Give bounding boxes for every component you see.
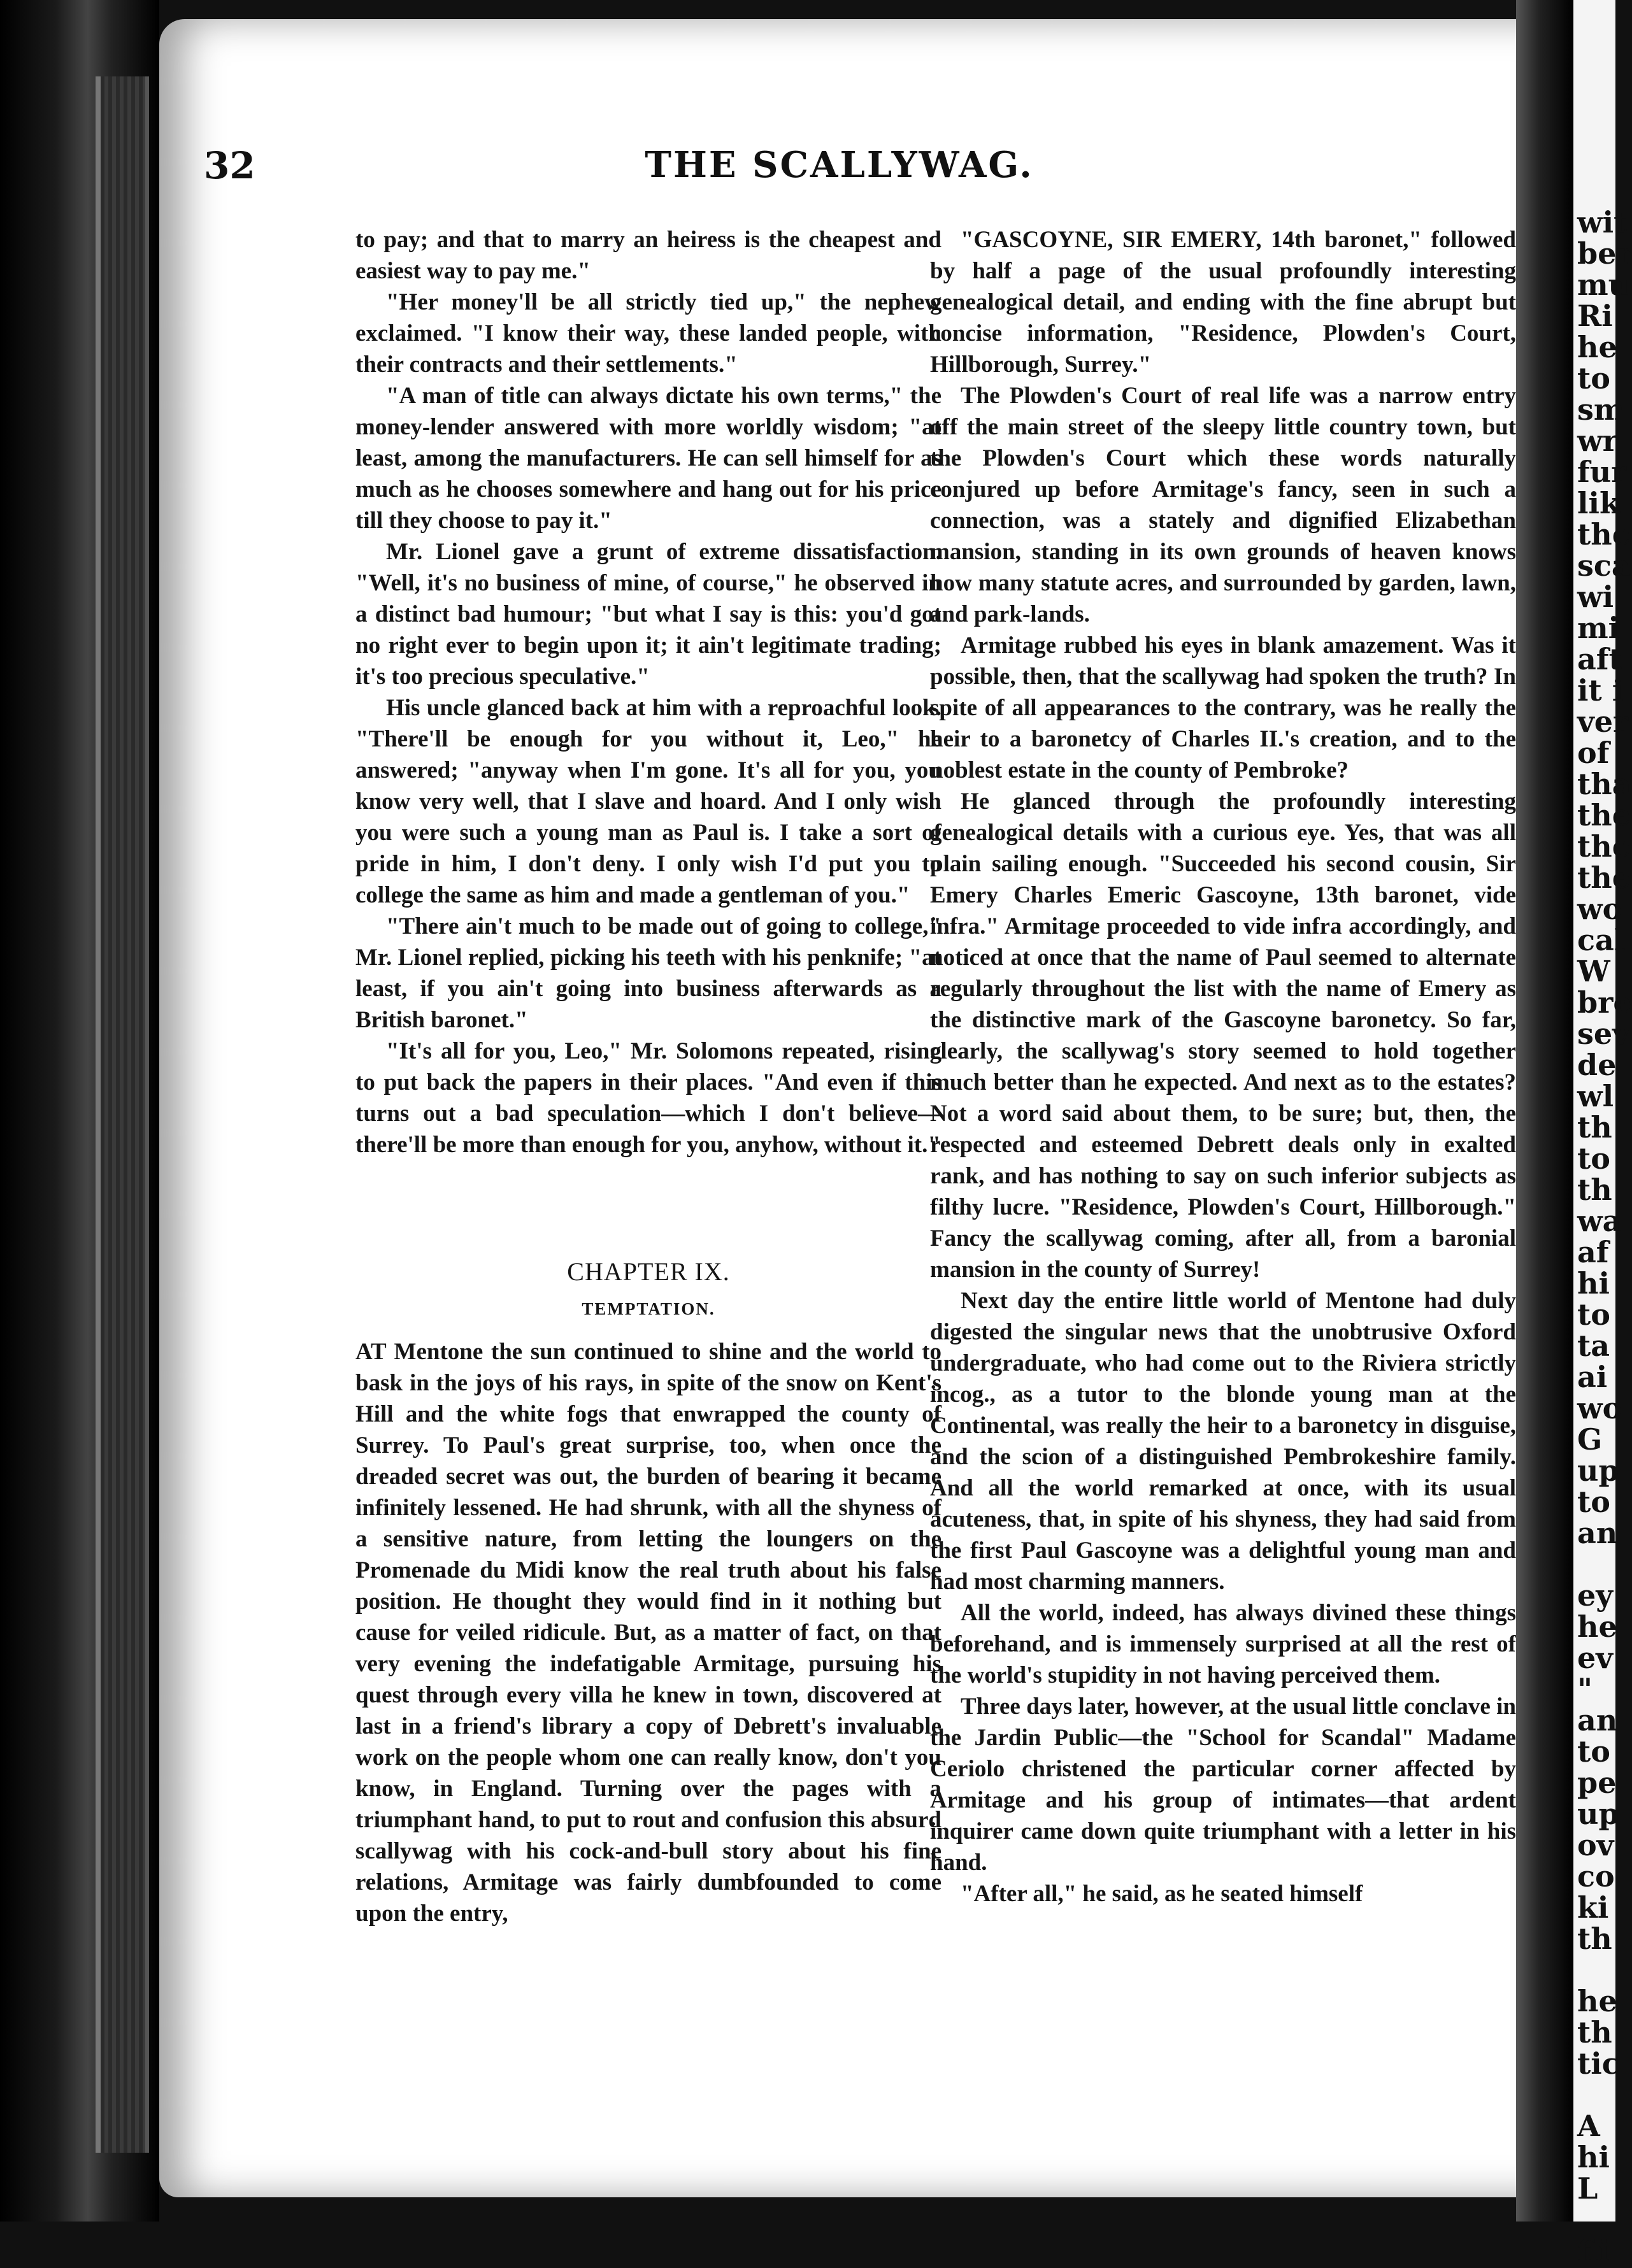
next-page-fragment: G [1577, 1422, 1603, 1457]
next-page-fragment: W [1577, 954, 1610, 988]
next-page-fragment [1573, 1549, 1615, 1580]
chapter-title: CHAPTER IX. [567, 1257, 730, 1286]
chapter-subtitle: TEMPTATION. [582, 1299, 715, 1318]
right-paragraph-6: All the world, indeed, has always divined these things beforehand, and is immensely surprised at all the rest of the world's stupidity in not having perceived them. [930, 1600, 1516, 1688]
next-page-fragment: " [1577, 1672, 1593, 1706]
next-page-fragment: he [1577, 1984, 1617, 2018]
next-page-fragment: wi [1577, 580, 1614, 614]
right-paragraph-4: He glanced through the profoundly interesting genealogical details with a curious eye. Yes, that was all plain sailing enough. "Succeeded his second cousin, Sir Emery Charles Emeric Gascoyne, 13th baronet, vide infra." Armitage proceeded to vide infra accordingly, and noticed at once that the name of Paul seemed to alternate regularly throughout the list with the name of Emery as the distinctive mark of the Gascoyne baronetcy. So far, clearly, the scallywag's story seemed to hold together much better than he expected. And next as to the estates? Not a word said about them, to be sure; but, then, the respected and esteemed Debrett deals only in exalted rank, and has nothing to say on such inferior subjects as filthy lucre. "Residence, Plowden's Court, Hillborough." Fancy the scallywag coming, after all, from a baronial mansion in the county of Surrey! [930, 788, 1516, 1283]
next-page-fragment: fii [1577, 2234, 1610, 2268]
left-column [355, 224, 941, 1929]
next-page-fragment: wa [1577, 1204, 1622, 1238]
right-paragraph-7: Three days later, however, at the usual little conclave in the Jardin Public—the "School for Scandal" Madame Ceriolo christened the particular corner affected by Armitage and his group of intimates—that ardent inquirer came down quite triumphant with a letter in his hand. [930, 1694, 1516, 1876]
left-paragraph-8: AT Mentone the sun continued to shine and the world to bask in the joys of his rays, in spite of the snow on Kent's Hill and the white fogs that enwrapped the county of Surrey. To Paul's great surprise, too, when once the dreaded secret was out, the burden of bearing it became infinitely lessened. He had shrunk, with all the shyness of a sensitive nature, from letting the loungers on the Promenade du Midi know the real truth about his false position. He thought they would find in it nothing but cause for veiled ridicule. But, as a matter of fact, on that very evening the indefatigable Armitage, pursuing his quest through every villa he knew in town, discovered at last in a friend's library a copy of Debrett's invaluable work on the people whom one can really know, don't you know, in England. Turning over the pages with a triumphant hand, to put to rout and confusion this absurd scallywag with his cock-and-bull story about his fine relations, Armitage was fairly dumbfounded to come upon the entry, [355, 1339, 941, 1927]
right-paragraph-3: Armitage rubbed his eyes in blank amazement. Was it possible, then, that the scallywag had spoken the truth? In spite of all appearances to the contrary, was he really the heir to a baronetcy of Charles II.'s creation, and to the noblest estate in the county of Pembroke? [930, 632, 1516, 783]
book-spine [0, 0, 159, 2222]
next-page-fragment: it i [1577, 673, 1624, 708]
next-page-fragment: ta [1577, 1329, 1610, 1363]
next-page-fragment: sev [1577, 1016, 1629, 1051]
next-page-fragment: he [1577, 1609, 1617, 1644]
left-paragraph-3: "A man of title can always dictate his own terms," the money-lender answered with more worldly wisdom; "at least, among the manufacturers. He can sell himself for as much as he chooses somewhere and hang out for his price till they choose to pay it." [355, 383, 941, 534]
next-page-fragment: to [1577, 361, 1610, 396]
next-page-fragment: wl [1577, 1079, 1614, 1113]
next-page-fragment: tha [1577, 767, 1631, 801]
left-paragraph-1: to pay; and that to marry an heiress is the cheapest and easiest way to pay me." [355, 227, 941, 284]
left-paragraph-6: "There ain't much to be made out of going to college," Mr. Lionel replied, picking his teeth with his penknife; "at least, if you ain't going into business afterwards as a British baronet." [355, 913, 941, 1033]
left-paragraph-2: "Her money'll be all strictly tied up," the nephew exclaimed. "I know their way, these landed people, with their contracts and their settlements." [355, 289, 941, 378]
next-page-fragment: hi [1577, 1266, 1610, 1301]
next-page-fragment: th [1577, 1110, 1612, 1145]
right-paragraph-1: "GASCOYNE, SIR EMERY, 14th baronet," followed by half a page of the usual profoundly interesting genealogical detail, and ending with the fine abrupt but concise information, "Residence, Plowden's Court, Hillborough, Surrey." [930, 227, 1516, 378]
next-page-fragment: co [1577, 1859, 1615, 1894]
next-page-fragment: to [1577, 1297, 1610, 1332]
next-page-fragment: the [1577, 517, 1631, 552]
next-page-fragment [1573, 2204, 1615, 2236]
right-paragraph-8: "After all," he said, as he seated himself [961, 1881, 1363, 1907]
next-page-fragment: up [1577, 1453, 1619, 1488]
right-column [930, 224, 1516, 1909]
page-number: 32 [204, 144, 255, 187]
next-page-fragment: of [1577, 736, 1610, 770]
next-page-fragment: th [1577, 2015, 1612, 2050]
next-page-fragment: an [1577, 1703, 1618, 1737]
next-page-fragment: to [1577, 1485, 1610, 1519]
next-page-fragment: wr [1577, 424, 1618, 458]
next-page-fragment: bre [1577, 985, 1632, 1020]
right-paragraph-5: Next day the entire little world of Mentone had duly digested the singular news that the unobtrusive Oxford undergraduate, who had come out to the Riviera strictly incog., as a tutor to the blonde young man at the Continental, was really the heir to a baronetcy in disguise, and the scion of a distinguished Pembrokeshire family. And all the world remarked at once, with its usual acuteness, that, in spite of his shyness, they had said from the first Paul Gascoyne was a delightful young man and had most charming manners. [930, 1288, 1516, 1595]
next-page-fragment: the [1577, 798, 1631, 832]
next-page-fragment: aft [1577, 642, 1622, 676]
running-title: THE SCALLYWAG. [645, 144, 1034, 186]
right-binding-shadow [1516, 0, 1573, 2222]
next-page-fragment [1573, 1955, 1615, 1986]
next-page-fragment: sca [1577, 548, 1631, 583]
next-page-fragment: th [1577, 1173, 1612, 1207]
next-page-fragment: ai [1577, 1360, 1608, 1394]
next-page-fragment: af [1577, 1235, 1609, 1269]
next-page-fragment: the [1577, 860, 1631, 895]
next-page-fragment: wit [1577, 205, 1628, 239]
next-page-fragment: to [1577, 1141, 1610, 1176]
next-page-fragment: cal [1577, 923, 1626, 957]
left-paragraph-5: His uncle glanced back at him with a reproachful look. "There'll be enough for you without it, Leo," he answered; "anyway when I'm gone. It's all for you, you know very well, that I slave and hoard. And I only wish you were such a young man as Paul is. I take a sort of pride in him, I don't deny. I only wish I'd put you to college the same as him and made a gentleman of you." [355, 695, 941, 908]
left-paragraph-4: Mr. Lionel gave a grunt of extreme dissatisfaction. "Well, it's no business of mine, of course," he observed in a distinct bad humour; "but what I say is this: you'd got no right ever to begin upon it; it ain't legitimate trading; it's too precious speculative." [355, 539, 941, 690]
next-page-fragment: mi [1577, 611, 1620, 645]
next-page-fragment: Ri [1577, 299, 1613, 333]
next-page-fragment: ki [1577, 1890, 1609, 1925]
next-page-fragment: tic [1577, 2046, 1620, 2081]
right-paragraph-2: The Plowden's Court of real life was a narrow entry off the main street of the sleepy little country town, but the Plowden's Court which these words naturally conjured up before Armitage's fancy, seen in such a connection, was a stately and dignified Elizabethan mansion, standing in its own grounds of heaven knows how many statute acres, and surrounded by garden, lawn, and park-lands. [930, 383, 1516, 627]
next-page-fragment: wo [1577, 1391, 1622, 1425]
next-page-fragment: ey [1577, 1578, 1613, 1613]
next-page-fragment: to [1577, 1734, 1610, 1769]
next-page-fragment: an [1577, 1516, 1618, 1550]
next-page-fragment: wo [1577, 892, 1622, 926]
next-page-fragment: ov [1577, 1828, 1614, 1862]
next-page-fragment: hi [1577, 2140, 1610, 2174]
next-page-fragment: de [1577, 1048, 1617, 1082]
next-page-fragment: up [1577, 1797, 1619, 1831]
next-page-fragment: mu [1577, 267, 1630, 302]
next-page-fragment: L [1577, 2171, 1598, 2206]
next-page-fragment: lik [1577, 486, 1620, 520]
next-page-fragment: ber [1577, 236, 1632, 271]
page-edges [96, 76, 149, 2153]
next-page-fragment: ver [1577, 704, 1629, 739]
next-page-fragment: ev [1577, 1641, 1613, 1675]
next-page-fragment: fur [1577, 455, 1627, 489]
next-page-fragment: sm [1577, 392, 1625, 427]
next-page-fragment: A [1577, 2109, 1600, 2143]
next-page-fragment [1573, 2079, 1615, 2111]
next-page-fragment: he [1577, 330, 1617, 364]
next-page-fragment: the [1577, 829, 1631, 864]
next-page-fragment: pe [1577, 1765, 1617, 1800]
next-page-fragment: th [1577, 1922, 1612, 1956]
left-paragraph-7: "It's all for you, Leo," Mr. Solomons repeated, rising to put back the papers in their places. "And even if this turns out a bad speculation—which I don't believe—there'll be more than enough for you, anyhow, without it." [355, 1038, 941, 1158]
next-page-edge [1573, 0, 1632, 2268]
page-header [204, 144, 1475, 189]
